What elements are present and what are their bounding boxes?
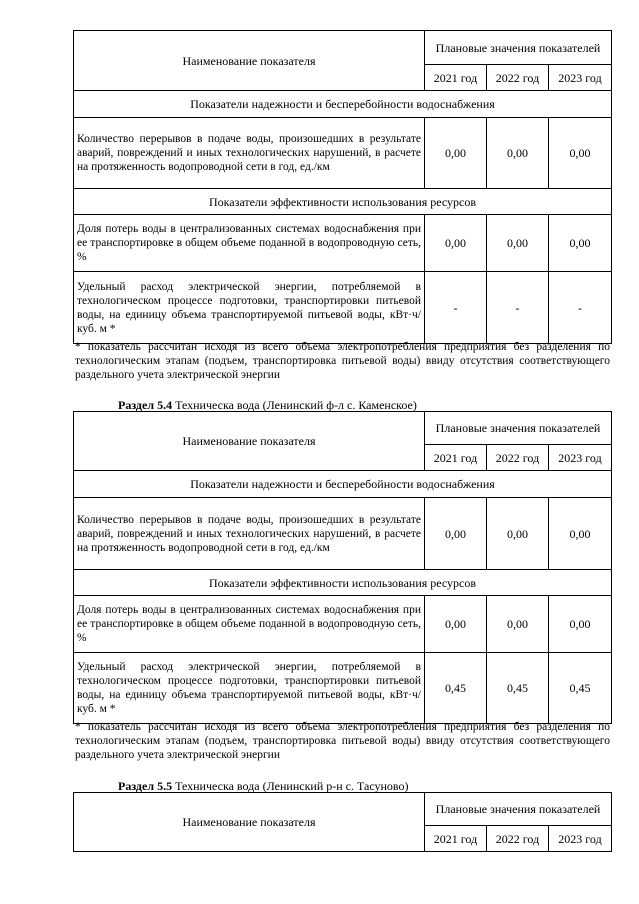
indicator-interruptions: Количество перерывов в подаче воды, произошедших в результате аварий, повреждений и иных технологических нарушений, в расчете на протяженность водопроводной сети в год, ед./км bbox=[74, 118, 425, 189]
footnote-1: * показатель рассчитан исходя из всего объема электропотребления предприятия без разделения по технологическим этапам (подъем, транспортировка питьевой воды) ввиду отсутствия соответствующего раздельного учета электрической энергии bbox=[75, 341, 610, 381]
year-2022: 2022 год bbox=[487, 445, 549, 471]
section-5-5-title bbox=[118, 779, 409, 793]
indicator-electricity: Удельный расход электрической энергии, потребляемой в технологическом процессе подготовки, транспортировки питьевой воды, на единицу объема транспортируемой питьевой воды, кВт·ч/куб. м * bbox=[74, 653, 425, 724]
value-cell: - bbox=[549, 272, 612, 344]
year-2022: 2022 год bbox=[487, 826, 549, 852]
header-name-cell: Наименование показателя bbox=[74, 412, 425, 471]
section-efficiency: Показатели эффективности использования ресурсов bbox=[74, 570, 612, 596]
value-cell: 0,00 bbox=[549, 215, 612, 272]
value-cell: 0,00 bbox=[487, 498, 549, 570]
indicators-table-2 bbox=[73, 411, 612, 724]
value-cell: 0,00 bbox=[487, 596, 549, 653]
year-2023: 2023 год bbox=[549, 445, 612, 471]
year-2023: 2023 год bbox=[549, 826, 612, 852]
value-cell: 0,00 bbox=[549, 498, 612, 570]
section-5-5-text: Техническа вода (Ленинский р-н с. Тасуново) bbox=[172, 779, 409, 793]
year-2021: 2021 год bbox=[425, 445, 487, 471]
value-cell: 0,00 bbox=[425, 498, 487, 570]
header-name-cell: Наименование показателя bbox=[74, 793, 425, 852]
value-cell: 0,00 bbox=[487, 118, 549, 189]
value-cell: - bbox=[425, 272, 487, 344]
indicators-table-1 bbox=[73, 30, 612, 344]
header-plan-cell: Плановые значения показателей bbox=[425, 31, 612, 65]
header-plan-cell: Плановые значения показателей bbox=[425, 412, 612, 445]
indicators-table-3 bbox=[73, 792, 612, 852]
value-cell: 0,00 bbox=[425, 215, 487, 272]
indicator-losses: Доля потерь воды в централизованных системах водоснабжения при ее транспортировке в общем объеме поданной в водопроводную сеть, % bbox=[74, 215, 425, 272]
value-cell: 0,00 bbox=[487, 215, 549, 272]
year-2022: 2022 год bbox=[487, 65, 549, 91]
section-reliability: Показатели надежности и бесперебойности водоснабжения bbox=[74, 471, 612, 498]
section-5-5-label: Раздел 5.5 bbox=[118, 779, 173, 793]
indicator-interruptions: Количество перерывов в подаче воды, произошедших в результате аварий, повреждений и иных технологических нарушений, в расчете на протяженность водопроводной сети в год, ед./км bbox=[74, 498, 425, 570]
value-cell: 0,00 bbox=[549, 596, 612, 653]
value-cell: 0,00 bbox=[425, 596, 487, 653]
value-cell: 0,00 bbox=[549, 118, 612, 189]
indicator-losses: Доля потерь воды в централизованных системах водоснабжения при ее транспортировке в общем объеме поданной в водопроводную сеть, % bbox=[74, 596, 425, 653]
section-efficiency: Показатели эффективности использования ресурсов bbox=[74, 189, 612, 215]
value-cell: 0,45 bbox=[425, 653, 487, 724]
header-name-cell: Наименование показателя bbox=[74, 31, 425, 91]
year-2021: 2021 год bbox=[425, 826, 487, 852]
header-plan-cell: Плановые значения показателей bbox=[425, 793, 612, 826]
footnote-2: * показатель рассчитан исходя из всего объема электропотребления предприятия без разделения по технологическим этапам (подъем, транспортировка питьевой воды) ввиду отсутствия соответствующего раздельного учета электрической энергии bbox=[75, 721, 610, 761]
section-5-4-title bbox=[118, 398, 417, 412]
section-reliability: Показатели надежности и бесперебойности водоснабжения bbox=[74, 91, 612, 118]
value-cell: 0,45 bbox=[487, 653, 549, 724]
indicator-electricity: Удельный расход электрической энергии, потребляемой в технологическом процессе подготовки, транспортировки питьевой воды, на единицу объема транспортируемой питьевой воды, кВт·ч/куб. м * bbox=[74, 272, 425, 344]
section-5-4-label: Раздел 5.4 bbox=[118, 398, 173, 412]
year-2021: 2021 год bbox=[425, 65, 487, 91]
section-5-4-text: Техническа вода (Ленинский ф-л с. Каменское) bbox=[172, 398, 417, 412]
year-2023: 2023 год bbox=[549, 65, 612, 91]
value-cell: 0,45 bbox=[549, 653, 612, 724]
value-cell: - bbox=[487, 272, 549, 344]
value-cell: 0,00 bbox=[425, 118, 487, 189]
